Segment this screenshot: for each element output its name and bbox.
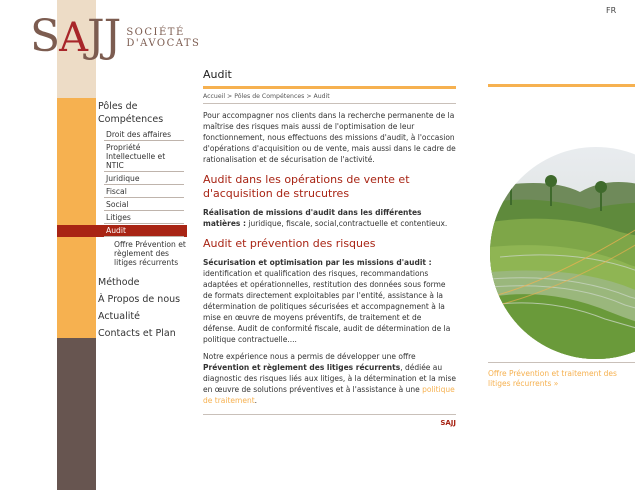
nav-audit[interactable]: Audit	[104, 224, 184, 237]
section-heading-prevention: Audit et prévention des risques	[203, 237, 376, 250]
nav-contacts[interactable]: Contacts et Plan	[98, 328, 176, 339]
right-divider	[488, 362, 635, 363]
nav-juridique[interactable]: Juridique	[104, 172, 184, 185]
paragraph-offre: Notre expérience nous a permis de développer une offre Prévention et règlement des litiges récurrents, dédiée au diagnostic des risques liés aux litiges, à la détermination et la mise en œuvre de solutions préventives et à l'assistance à une politique de traitement.	[203, 352, 456, 405]
band-brown	[57, 338, 96, 490]
nav-fiscal[interactable]: Fiscal	[104, 185, 184, 198]
subnav	[104, 128, 188, 267]
nav-litiges[interactable]: Litiges	[104, 211, 184, 224]
nav-offre-prevention[interactable]: Offre Prévention et règlement des litiges récurrents	[114, 240, 186, 267]
logo-mark: SAJJ	[30, 11, 121, 62]
nav-actualite[interactable]: Actualité	[98, 311, 140, 322]
nav-methode[interactable]: Méthode	[98, 277, 140, 288]
nav-social[interactable]: Social	[104, 198, 184, 211]
nav-droit-des-affaires[interactable]: Droit des affaires	[104, 128, 184, 141]
logo-text: SOCIÉTÉ D'AVOCATS	[126, 26, 201, 49]
page-title: Audit	[203, 68, 456, 89]
nav-a-propos[interactable]: À Propos de nous	[98, 294, 181, 305]
sidebar-nav-lower	[98, 276, 180, 344]
footer-mark: SAJJ	[203, 414, 456, 427]
nav-poles[interactable]: Pôles de Compétences	[98, 101, 164, 125]
link-politique-traitement[interactable]: politique de traitement	[203, 385, 455, 405]
logo[interactable]	[30, 11, 201, 62]
paragraph-securisation: Sécurisation et optimisation par les missions d'audit : identification et qualification des risques, recommandations adaptées et opérationnelles, restitution des données sous forme de formats directement exploitables par l'entité, assistance à la détermination de politiques sécurisées et accompagnement à la mise en œuvre de moyens préventifs, de traitement et de défense. Audit de conformité fiscale, audit de détermination de la politique contractuelle....	[203, 258, 451, 344]
paragraph-missions: Réalisation de missions d'audit dans les différentes matières : juridique, fiscale, social,contractuelle et contentieux.	[203, 208, 448, 228]
rice-terrace-photo	[490, 147, 635, 359]
section-heading-acquisition: Audit dans les opérations de vente et d'acquisition de strucutres	[203, 173, 410, 200]
band-orange	[57, 98, 96, 338]
sidebar-nav	[98, 100, 188, 267]
right-rule	[488, 84, 635, 87]
intro-paragraph: Pour accompagner nos clients dans la recherche permanente de la maîtrise des risques mais aussi de l'optimisation de leur fonctionnement, nous effectuons des missions d'audit, à l'occasion d'opérations d'acquisition ou de vente, mais aussi dans le cadre de rationalisation et de sécurisation de l'activité.	[203, 111, 456, 164]
breadcrumb[interactable]: Accueil > Pôles de Compétences > Audit	[203, 93, 456, 104]
main-content	[203, 68, 456, 427]
nav-propriete-intellectuelle[interactable]: Propriété Intellectuelle et NTIC	[104, 141, 184, 172]
link-offre-prevention[interactable]: Offre Prévention et traitement des litiges récurrents »	[488, 369, 617, 388]
language-switch[interactable]: FR	[606, 6, 617, 15]
